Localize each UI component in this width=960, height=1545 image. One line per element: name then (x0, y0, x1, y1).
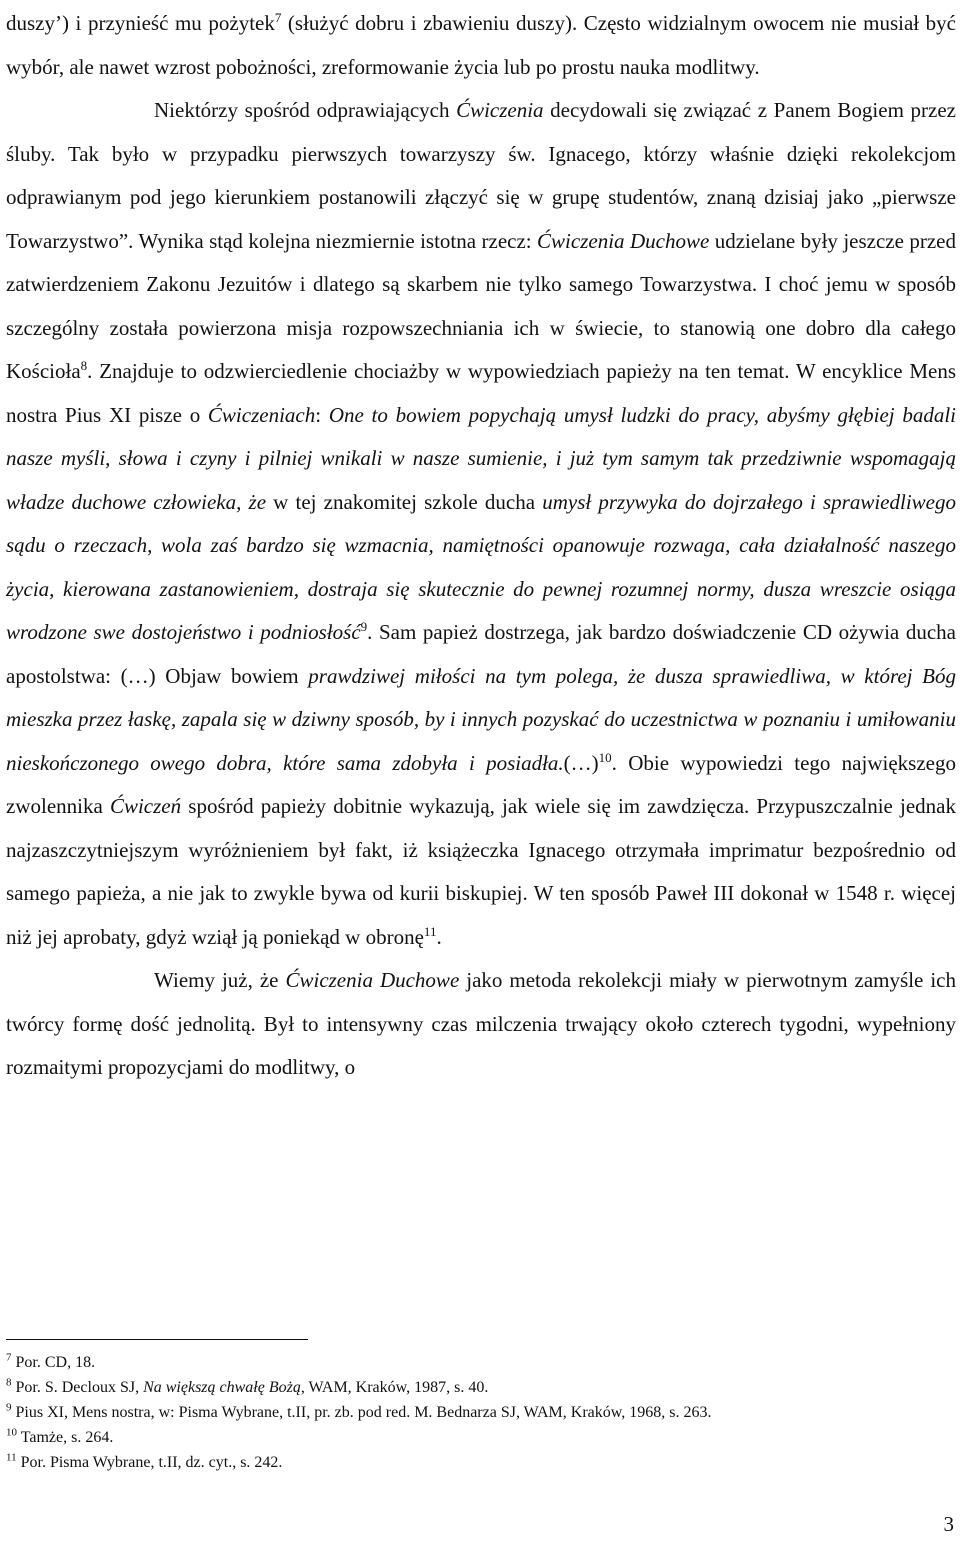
text-run: w tej znakomitej szkole ducha (266, 489, 543, 514)
italic-run: prawdziwej miłości na tym polega, że dusza sprawiedliwa, w której Bóg mieszka przez łaskę, zapala się w dziwny sposób, by i innych pozyskać do uczestnictwa w poznaniu i umiłowaniu nieskończonego owego dobra, które sama zdobyła i posiadła. (6, 663, 957, 775)
italic-run: Ćwiczeń (109, 794, 182, 818)
paragraph-1 (6, 2, 956, 89)
italic-run: Ćwiczenia Duchowe (285, 968, 460, 992)
footnote-number: 9 (6, 1401, 12, 1414)
footnote-text: Por. Pisma Wybrane, t.II, dz. cyt., s. 242. (16, 1454, 283, 1471)
paragraph-2 (6, 89, 956, 959)
page-number: 3 (943, 1512, 954, 1536)
footnote-10 (6, 1425, 956, 1450)
italic-run: umysł przywyka do dojrzałego i sprawiedliwego sądu o rzeczach, wola zaś bardzo się wzmacnia, namiętności opanowuje rozwaga, cała działalność naszego życia, kierowana zastanowieniem, dostraja się skutecznie do pewnej rozumnej normy, dusza wreszcie osiąga wrodzone swe dostojeństwo i podniosłość (6, 489, 956, 644)
italic-run: Ćwiczeniach (207, 402, 316, 427)
text-run: (służyć dobru i zbawieniu duszy). Często widzialnym owocem nie musiał być wybór, ale nawet wzrost pobożności, zreformowanie życia lub po prostu nauka modlitwy. (6, 11, 956, 79)
footnote-text: Por. CD, 18. (11, 1354, 96, 1371)
footnote-number: 11 (6, 1451, 17, 1464)
footnote-text: Por. S. Decloux SJ, (11, 1379, 144, 1396)
footnote-9 (6, 1400, 956, 1425)
footnote-number: 8 (6, 1376, 12, 1389)
footnotes (6, 1350, 956, 1475)
footnote-ref-7: 7 (274, 10, 282, 25)
text-run: . (436, 924, 442, 949)
italic-run: Ćwiczenia (456, 98, 544, 122)
footnote-text: , WAM, Kraków, 1987, s. 40. (300, 1379, 489, 1396)
text-run: decydowali się związać z Panem Bogiem przez śluby. Tak było w przypadku pierwszych towarzyszy św. Ignacego, którzy właśnie dzięki rekolekcjom odprawianym pod jego kierunkiem postanowili złączyć się w grupę studentów, znaną dzisiaj jako „pierwsze Towarzystwo”. Wynika stąd kolejna niezmiernie istotna rzecz: (6, 98, 956, 253)
text-run: udzielane były jeszcze przed zatwierdzeniem Zakonu Jezuitów i dlatego są skarbem nie tylko samego Towarzystwa. I choć jemu w sposób szczególny została powierzona misja rozpowszechniania ich w świecie, to stanowią one dobro dla całego Kościoła (6, 228, 956, 383)
footnote-number: 7 (6, 1351, 12, 1364)
text-run: . Sam papież dostrzega, jak bardzo doświadczenie CD ożywia ducha apostolstwa: (…) Objaw bowiem (6, 620, 956, 688)
text-run: jako metoda rekolekcji miały w pierwotnym zamyśle ich twórcy formę dość jednolitą. Był to intensywny czas milczenia trwający około czterech tygodni, wypełniony rozmaitymi propozycjami do modlitwy, o (6, 968, 956, 1079)
text-run: : (315, 402, 329, 427)
footnote-ref-11: 11 (423, 923, 437, 939)
footnote-8 (6, 1375, 956, 1400)
paragraph-3 (6, 959, 956, 1090)
italic-run: One to bowiem popychają umysł ludzki do pracy, abyśmy głębiej badali nasze myśli, słowa i czyny i pilniej wnikali w nasze sumienie, i już tym samym tak przedziwnie wspomagają władze duchowe człowieka, że (6, 402, 956, 514)
text-run: (…) (563, 750, 599, 775)
italic-run: Ćwiczenia Duchowe (537, 228, 710, 253)
footnote-separator (6, 1339, 308, 1340)
footnote-number: 10 (6, 1426, 17, 1439)
text-run: duszy’) i przynieść mu pożytek (6, 11, 275, 35)
footnote-italic: Na większą chwałę Bożą (143, 1379, 301, 1396)
footnote-7 (6, 1350, 956, 1375)
text-run: . Znajduje to odzwierciedlenie chociażby w wypowiedziach papieży na ten temat. W encyklice Mens nostra Pius XI pisze o (6, 359, 956, 427)
text-run: Niektórzy spośród odprawiających (154, 98, 457, 122)
text-run: . Obie wypowiedzi tego największego zwolennika (6, 750, 956, 818)
footnote-ref-10: 10 (598, 749, 612, 765)
footnote-11 (6, 1450, 956, 1475)
body-text (6, 2, 956, 1090)
footnote-text: Tamże, s. 264. (17, 1429, 114, 1446)
footnote-ref-8: 8 (80, 358, 88, 373)
footnote-text: Pius XI, Mens nostra, w: Pisma Wybrane, t.II, pr. zb. pod red. M. Bednarza SJ, WAM, Kraków, 1968, s. 263. (11, 1404, 712, 1421)
text-run: spośród papieży dobitnie wykazują, jak wiele się im zawdzięcza. Przypuszczalnie jednak najzaszczytniejszym wyróżnieniem był fakt, iż książeczka Ignacego otrzymała imprimatur bezpośrednio od samego papieża, a nie jak to zwykle bywa od kurii biskupiej. W ten sposób Paweł III dokonał w 1548 r. więcej niż jej aprobaty, gdyż wziął ją poniekąd w obronę (6, 794, 956, 949)
footnote-ref-9: 9 (360, 619, 368, 634)
text-run: Wiemy już, że (154, 968, 286, 992)
